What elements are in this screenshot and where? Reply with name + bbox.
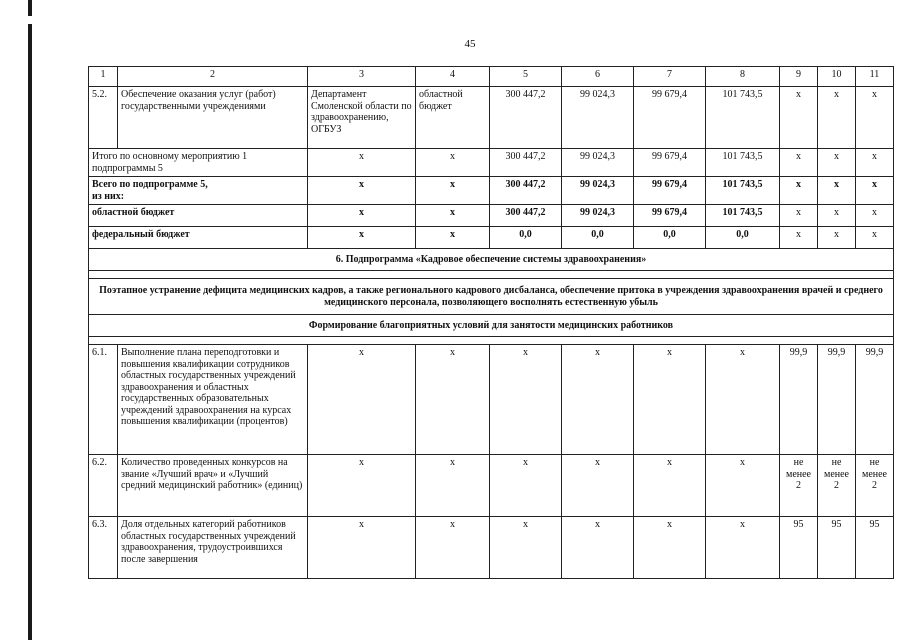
value-cell: х: [416, 455, 490, 517]
value-cell: х: [780, 205, 818, 227]
value-cell: х: [634, 455, 706, 517]
table-row: [89, 345, 894, 455]
value-cell: 99 024,3: [562, 87, 634, 149]
value-cell: х: [780, 177, 818, 205]
header-cell: 5: [490, 67, 562, 87]
value-cell: 99 024,3: [562, 205, 634, 227]
row-label: Итого по основному мероприятию 1 подпрограммы 5: [89, 149, 308, 177]
value-cell: х: [818, 87, 856, 149]
value-cell: 300 447,2: [490, 149, 562, 177]
spacer-cell: [89, 337, 894, 345]
value-cell: х: [856, 227, 894, 249]
value-cell: х: [634, 345, 706, 455]
header-cell: 3: [308, 67, 416, 87]
value-cell: х: [308, 345, 416, 455]
value-cell: х: [416, 227, 490, 249]
value-cell: х: [490, 455, 562, 517]
value-cell: х: [856, 87, 894, 149]
value-cell: 300 447,2: [490, 87, 562, 149]
row-label: федеральный бюджет: [89, 227, 308, 249]
row-label: [89, 177, 308, 205]
task-title: Формирование благоприятных условий для занятости медицинских работников: [89, 315, 894, 337]
value-line: не: [831, 457, 842, 468]
subprogram-title-row: [89, 249, 894, 271]
value-cell: 0,0: [634, 227, 706, 249]
value-cell: х: [308, 177, 416, 205]
value-cell: 99,9: [780, 345, 818, 455]
value-cell: 0,0: [706, 227, 780, 249]
row-label-line: Всего по подпрограмме 5,: [92, 179, 208, 190]
subprogram-goal: Поэтапное устранение дефицита медицинских кадров, а также регионального кадрового дисбаланса, обеспечение притока в учреждения здравоохранения врачей и среднего медицинского персонала, позволяющего восполнять естественную убыль: [89, 279, 894, 315]
value-cell: [780, 455, 818, 517]
value-cell: 300 447,2: [490, 205, 562, 227]
funding-source: областной бюджет: [416, 87, 490, 149]
value-line: не: [793, 457, 804, 468]
row-number: 6.1.: [89, 345, 118, 455]
indicator-name: Выполнение плана переподготовки и повышения квалификации сотрудников областных государственных учреждений здравоохранения и областных государственных образовательных учреждений здравоохранения на курсах повышения квалификации (процентов): [118, 345, 308, 455]
value-cell: х: [562, 517, 634, 579]
value-cell: 99,9: [856, 345, 894, 455]
value-line: 2: [834, 480, 839, 491]
subprogram-title: 6. Подпрограмма «Кадровое обеспечение системы здравоохранения»: [89, 249, 894, 271]
value-cell: х: [308, 455, 416, 517]
table-row: [89, 149, 894, 177]
value-cell: х: [562, 455, 634, 517]
value-cell: х: [818, 227, 856, 249]
value-line: менее: [862, 468, 887, 480]
value-cell: х: [416, 205, 490, 227]
value-cell: 0,0: [490, 227, 562, 249]
header-cell: 4: [416, 67, 490, 87]
value-cell: х: [562, 345, 634, 455]
spacer-cell: [89, 271, 894, 279]
value-cell: 99 024,3: [562, 149, 634, 177]
value-cell: х: [490, 517, 562, 579]
row-label-line: из них:: [92, 190, 125, 202]
value-cell: х: [706, 517, 780, 579]
value-cell: 95: [818, 517, 856, 579]
task-row: [89, 315, 894, 337]
header-cell: 10: [818, 67, 856, 87]
spacer-row: [89, 337, 894, 345]
value-line: не: [869, 457, 880, 468]
value-cell: 0,0: [562, 227, 634, 249]
value-cell: 95: [780, 517, 818, 579]
table-row: [89, 87, 894, 149]
value-cell: х: [706, 455, 780, 517]
value-cell: [818, 455, 856, 517]
value-cell: 99 024,3: [562, 177, 634, 205]
value-cell: 99,9: [818, 345, 856, 455]
table-row: [89, 205, 894, 227]
indicator-name: Количество проведенных конкурсов на звание «Лучший врач» и «Лучший средний медицинский работник» (единиц): [118, 455, 308, 517]
value-cell: х: [780, 149, 818, 177]
value-cell: 99 679,4: [634, 177, 706, 205]
header-cell: 1: [89, 67, 118, 87]
value-cell: 99 679,4: [634, 205, 706, 227]
value-line: 2: [872, 480, 877, 491]
value-cell: 300 447,2: [490, 177, 562, 205]
program-table: [88, 66, 894, 579]
value-cell: 101 743,5: [706, 149, 780, 177]
value-cell: х: [856, 205, 894, 227]
value-cell: х: [416, 517, 490, 579]
indicator-name: Доля отдельных категорий работников областных государственных учреждений здравоохранения, трудоустроившихся после завершения: [118, 517, 308, 579]
spacer-row: [89, 271, 894, 279]
value-cell: х: [818, 205, 856, 227]
header-cell: 8: [706, 67, 780, 87]
value-cell: х: [780, 87, 818, 149]
value-cell: х: [818, 149, 856, 177]
value-cell: х: [308, 205, 416, 227]
header-row: [89, 67, 894, 87]
value-cell: х: [308, 517, 416, 579]
value-cell: 99 679,4: [634, 87, 706, 149]
value-cell: х: [780, 227, 818, 249]
binding-edge: [28, 0, 32, 640]
row-number: 5.2.: [89, 87, 118, 149]
value-cell: х: [856, 149, 894, 177]
value-cell: х: [818, 177, 856, 205]
row-number: 6.3.: [89, 517, 118, 579]
value-line: менее: [786, 468, 811, 480]
value-cell: 95: [856, 517, 894, 579]
value-cell: 99 679,4: [634, 149, 706, 177]
header-cell: 6: [562, 67, 634, 87]
executor: Департамент Смоленской области по здравоохранению, ОГБУЗ: [308, 87, 416, 149]
value-cell: х: [634, 517, 706, 579]
value-cell: х: [490, 345, 562, 455]
value-cell: х: [416, 345, 490, 455]
page-number: 45: [464, 38, 476, 50]
value-cell: х: [416, 177, 490, 205]
measure-name: Обеспечение оказания услуг (работ) государственными учреждениями: [118, 87, 308, 149]
table-row: [89, 517, 894, 579]
value-line: менее: [824, 468, 849, 480]
value-cell: 101 743,5: [706, 87, 780, 149]
value-cell: х: [706, 345, 780, 455]
value-cell: [856, 455, 894, 517]
header-cell: 7: [634, 67, 706, 87]
value-line: 2: [796, 480, 801, 491]
value-cell: х: [416, 149, 490, 177]
value-cell: х: [308, 149, 416, 177]
table-row: [89, 227, 894, 249]
header-cell: 9: [780, 67, 818, 87]
row-number: 6.2.: [89, 455, 118, 517]
header-cell: 2: [118, 67, 308, 87]
row-label: областной бюджет: [89, 205, 308, 227]
value-cell: х: [308, 227, 416, 249]
value-cell: х: [856, 177, 894, 205]
table-row: [89, 177, 894, 205]
value-cell: 101 743,5: [706, 177, 780, 205]
header-cell: 11: [856, 67, 894, 87]
subprogram-goal-row: [89, 279, 894, 315]
value-cell: 101 743,5: [706, 205, 780, 227]
table-row: [89, 455, 894, 517]
